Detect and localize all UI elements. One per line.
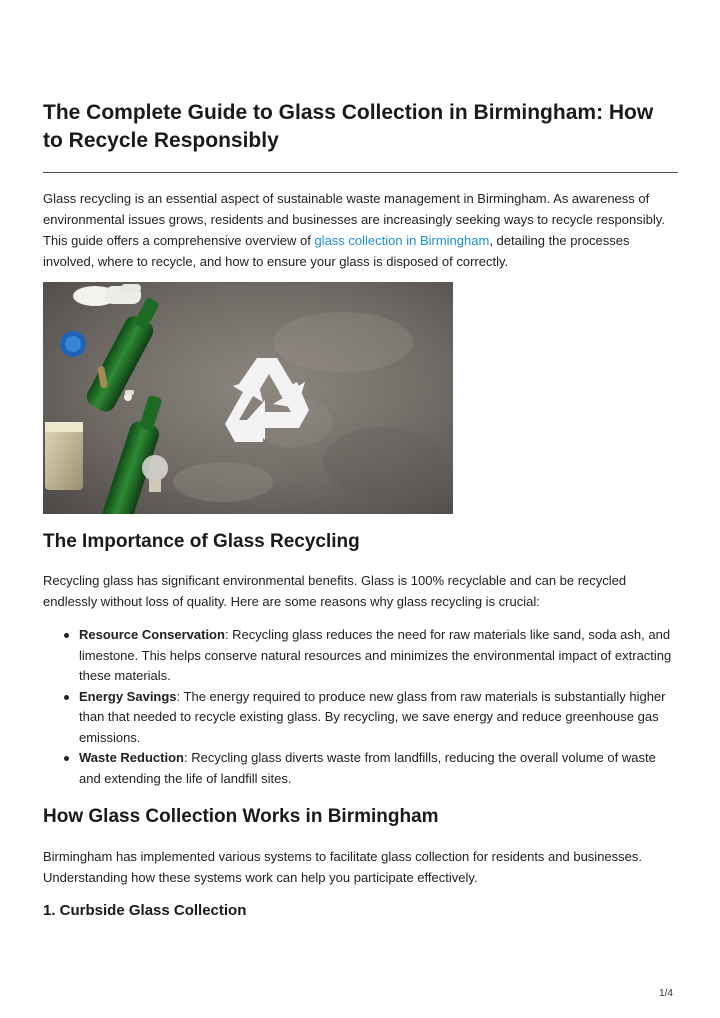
bullet-term: Resource Conservation xyxy=(79,627,225,642)
intro-text-after: , detailing the processes involved, where to recycle, and how to ensure your glass is disposed of correctly. xyxy=(43,233,630,269)
subheading-curbside: 1. Curbside Glass Collection xyxy=(43,902,247,919)
how-paragraph: Birmingham has implemented various systems to facilitate glass collection for residents and businesses. Understanding how these systems work can help you participate effectively. xyxy=(43,849,642,885)
intro-paragraph xyxy=(43,188,675,272)
bullet-text: : Recycling glass diverts waste from landfills, reducing the overall volume of waste and extending the life of landfill sites. xyxy=(79,750,656,786)
intro-text-before: Glass recycling is an essential aspect of sustainable waste management in Birmingham. As awareness of environmental issues grows, residents and businesses are increasingly seeking ways to recycle responsibly. This guide offers a comprehensive overview of xyxy=(43,191,665,248)
page-title: The Complete Guide to Glass Collection in Birmingham: How to Recycle Responsibly xyxy=(43,101,654,152)
bullet-term: Waste Reduction xyxy=(79,750,184,765)
glass-collection-link[interactable]: glass collection in Birmingham xyxy=(314,233,490,248)
section-heading-importance: The Importance of Glass Recycling xyxy=(43,531,360,552)
bullet-term: Energy Savings xyxy=(79,688,177,704)
page-number: 1/4 xyxy=(659,988,673,999)
list-item xyxy=(79,625,675,687)
benefits-list xyxy=(43,625,675,789)
importance-paragraph: Recycling glass has significant environmental benefits. Glass is 100% recyclable and can be recycled endlessly without loss of quality. Here are some reasons why glass recycling is crucial: xyxy=(43,573,627,609)
bullet-text: : The energy required to produce new glass from raw materials is substantially higher than that needed to recycle existing glass. By recycling, we save energy and reduce greenhouse gas emissions. xyxy=(79,688,666,745)
list-item xyxy=(79,687,675,749)
bullet-text: : Recycling glass reduces the need for raw materials like sand, soda ash, and limestone. This helps conserve natural resources and minimizes the environmental impact of extracting these materials. xyxy=(79,627,672,683)
recycling-hero-image xyxy=(43,282,453,514)
list-item xyxy=(79,748,675,789)
section-heading-how: How Glass Collection Works in Birmingham xyxy=(43,806,439,827)
title-divider xyxy=(43,172,678,173)
